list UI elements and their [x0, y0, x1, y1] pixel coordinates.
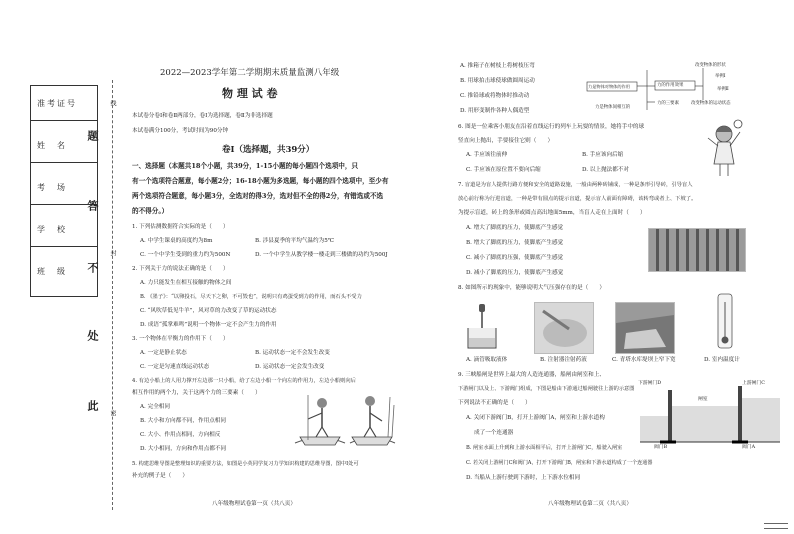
option: A. 力只能发生在相互接触的物体之间 — [140, 280, 232, 286]
option: C. 青塔水库堤坝上窄下宽 — [612, 357, 676, 363]
question-4-cont: 相互作用的两个力，关于这两个力的三要素（ ） — [132, 390, 261, 396]
option: C. “风吹草低见牛羊”，风对草的力改变了草的运动状态 — [140, 308, 277, 314]
mind-map — [585, 60, 745, 118]
option: A. 完全相同 — [140, 404, 170, 410]
seal-char: 题 — [86, 130, 99, 147]
dropper-image — [462, 302, 502, 352]
exam-title: 2022—2023学年第二学期期末质量监测八年级 — [160, 68, 340, 78]
option: A. 关闭下游阀门B，打开上游阀门A，闸室和上游水道构 — [466, 415, 605, 421]
question-7-cont: 放心前行称为行进盲道，一种是带有圆点的提示盲道，提示盲人前面有障碍，该转弯或者上、下坡了。 — [458, 196, 697, 202]
mind-ex1: 举例Ⅰ — [715, 74, 726, 79]
question-3: 3. 一个物体在平衡力的作用下（ ） — [132, 336, 229, 342]
question-6-cont: 竖直向上抛出，手要接住它则（ ） — [458, 138, 554, 144]
option: B. 注射器注射药液 — [540, 357, 587, 363]
question-7: 7. 盲道是为盲人提供行路方便和安全的道路设施，一般由两种砖铺成，一种是条形引导砖，引导盲人 — [458, 182, 693, 188]
option-cont: 成了一个连通器 — [474, 430, 514, 436]
ship-lock-diagram — [640, 376, 780, 452]
page-footer: 八年级物理试卷第二页（共八页） — [548, 501, 632, 507]
mind-three: 力的三要素 — [657, 101, 679, 106]
scan-mark — [764, 523, 788, 524]
option: D. 一个中学生从教学楼一楼走到三楼做的功约为500J — [255, 252, 388, 258]
option: B. 闸室水面上升到和上游水面相平后，打开上游闸门C，船驶入闸室 — [466, 445, 623, 451]
option: A. 手应该往前伸 — [466, 152, 508, 158]
seal-char: 此 — [86, 400, 99, 417]
option: D. 成语“孤掌难鸣”说明一个物体一定不会产生力的作用 — [140, 322, 277, 328]
mind-ex2: 举例Ⅱ — [717, 87, 729, 92]
option: C. 推铅球或将物体时推动动 — [460, 93, 530, 99]
option: C. 一定是匀速直线运动状态 — [140, 364, 210, 370]
seal-line-char: 封 — [109, 250, 116, 262]
field-school: 学 校 — [31, 212, 97, 247]
mind-effects: 力的作用效果 — [657, 83, 684, 88]
label-lock-room: 闸室 — [698, 397, 708, 402]
label-gate-d: 下游闸门D — [638, 381, 662, 386]
instruction-line: 两个选项符合题意，每小题3分，全选对的得3分，选对但不全的得2分，有错选或不选 — [132, 192, 384, 200]
subject-title: 物 理 试 卷 — [222, 87, 278, 100]
option: B. 用球拍击球使球做圆周运动 — [460, 78, 535, 84]
option: A. 滴管吸取液体 — [466, 357, 508, 363]
option: A. 增大了脚底的压力，使脚底产生感觉 — [466, 225, 564, 231]
girl-illustration — [700, 118, 750, 180]
option: C. 一个中学生受到的重力约为500N — [140, 252, 231, 258]
option: D. 减小了脚底的压力，使脚底产生感觉 — [466, 270, 564, 276]
option: A. 中学生课桌的高度约为8m — [140, 238, 213, 244]
question-1: 1. 下列估测数据符合实际的是（ ） — [132, 224, 229, 230]
option: D. 以上抛法都不对 — [582, 167, 629, 173]
tactile-paving-image — [648, 228, 746, 272]
seal-line-char: 密 — [109, 410, 116, 422]
question-5-cont: 补充的例子是（ ） — [132, 473, 188, 479]
option: C. 大小、作用点相同，方向相反 — [140, 432, 221, 438]
option: C. 减小了脚底的压强，使脚底产生感觉 — [466, 255, 564, 261]
field-exam-room: 考 场 — [31, 170, 97, 205]
note: 本试卷分卷Ⅰ和卷Ⅱ两部分，卷Ⅰ为选择题，卷Ⅱ为非选择题 — [132, 113, 273, 119]
question-5: 5. 构建思维导图是整理知识的重要方法，如图是小英同学复习力学知识构建的思维导图，图中Ⅰ处可 — [132, 461, 359, 467]
option: A. 推箱子在树枝上将树枝压弯 — [460, 63, 535, 69]
page-footer: 八年级物理试卷第一页（共八页） — [212, 501, 296, 507]
syringe-image — [534, 302, 594, 354]
seal-char: 处 — [86, 330, 99, 347]
question-4: 4. 有边小船上的人用力撑开左边那一只小船，给了左边小船一个向左的作用力，左边小船则向后 — [132, 378, 356, 384]
question-9-cont: 下游闸门以及上、下游阀门组成，下图是船由下游通过船闸驶往上游的示意图 — [458, 386, 635, 392]
boats-illustration — [290, 385, 400, 455]
question-2: 2. 下列关于力的说法正确的是（ ） — [132, 266, 229, 272]
seal-char: 答 — [86, 200, 99, 217]
option: B. 《墨子》：“以卵投石，尽天下之卵，不可毁也”，说明只有鸡蛋受到力的作用，而石头不受力 — [140, 294, 362, 300]
option: B. 增大了脚底的压力，使脚底产生感觉 — [466, 240, 564, 246]
option: D. 当船从上游行驶到下游时，上下游水位相同 — [466, 475, 581, 481]
instruction-line: 一、选择题（本题共18个小题，共39分，1-15小题的每小题四个选项中，只 — [132, 162, 359, 170]
label-gate-c: 上游闸门C — [742, 381, 765, 386]
section-title: 卷Ⅰ（选择题，共39分） — [222, 145, 315, 155]
note: 本试卷满分100分，考试时间为90分钟 — [132, 128, 229, 134]
seal-char: 不 — [86, 262, 99, 279]
option: B. 运动状态一定不会发生改变 — [255, 350, 330, 356]
question-9: 9. 三峡船闸是世界上最大的人造连通器，船闸由闸室和上、 — [458, 372, 605, 378]
field-class: 班 级 — [37, 267, 67, 276]
label-valve-a: 阀门A — [742, 445, 756, 450]
label-valve-b: 阀门B — [654, 445, 668, 450]
mind-shape: 改变物体的形状 — [695, 63, 726, 68]
mind-motion: 改变物体的运动状态 — [691, 101, 731, 106]
option: C. 若关闭上游闸门C和阀门A，打开下游阀门B，闸室和下游水道构成了一个连通器 — [466, 460, 653, 466]
option: D. 用形变制作各种人偶造型 — [460, 108, 530, 114]
question-6: 6. 图是一位乘客小朋友在沿着直线运行的列车上玩耍的情景，她将手中的球 — [458, 124, 645, 130]
option: A. 一定是静止状态 — [140, 350, 187, 356]
option: D. 运动状态一定会发生改变 — [255, 364, 325, 370]
option: D. 大小相同，方向和作用点都不同 — [140, 446, 227, 452]
option: B. 大小和方向都不同，作用点相同 — [140, 418, 226, 424]
thermometer-image — [712, 292, 738, 352]
seal-line-char: 线 — [109, 100, 116, 112]
question-7-cont: 为提示盲道，砖上的条形或圆点高出地面5mm，当盲人走在上面时（ ） — [458, 210, 646, 216]
option: C. 手应该在原位置不要向后缩 — [466, 167, 541, 173]
dam-image — [615, 302, 675, 354]
question-9-cont: 下列说法不正确的是（ ） — [458, 400, 531, 406]
mind-mutual: 力是物体间相互的 — [595, 105, 631, 110]
field-exam-number: 准考证号 — [31, 86, 97, 121]
scan-mark — [764, 528, 788, 529]
field-name: 姓 名 — [31, 128, 97, 163]
question-8: 8. 如图所示的现象中，能够说明大气压强存在的是（ ） — [458, 285, 605, 291]
mind-center: 力是物体对物体的作用 — [588, 84, 630, 89]
instruction-line: 的不得分。） — [132, 207, 169, 215]
seal-line — [112, 80, 113, 510]
option: B. 手应该向后缩 — [582, 152, 624, 158]
instruction-line: 有一个选项符合题意，每小题2分；16-18小题为多选题，每小题的四个选项中，至少有 — [132, 177, 389, 185]
option: B. 涉县夏季的平均气温约为5℃ — [255, 238, 335, 244]
option: D. 室内温度计 — [704, 357, 740, 363]
